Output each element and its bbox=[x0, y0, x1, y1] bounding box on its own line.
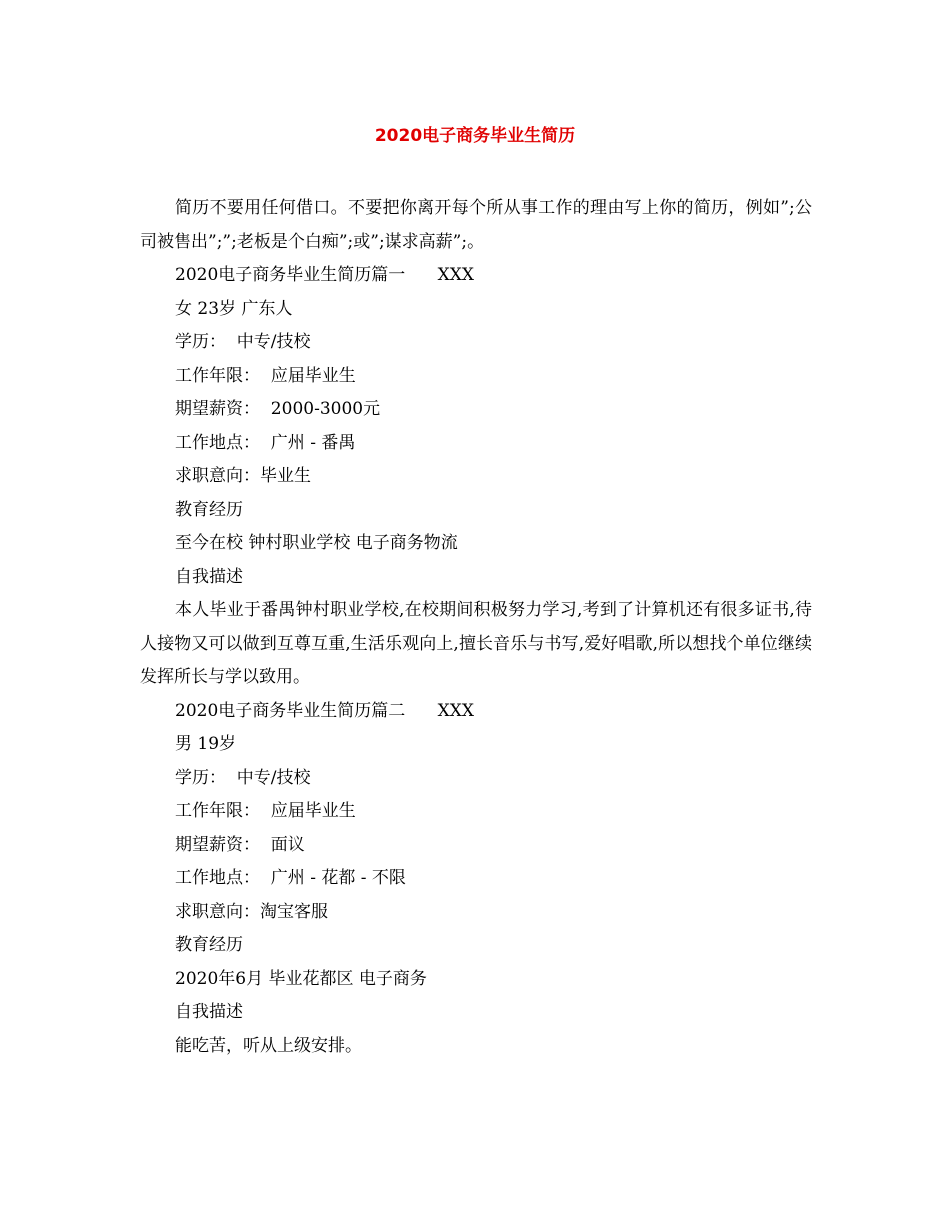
resume1-work-years: 工作年限： 应届毕业生 bbox=[175, 365, 356, 386]
resume1-basic-info: 女 23岁 广东人 bbox=[175, 298, 293, 319]
resume2-heading: 2020电子商务毕业生简历篇二 XXX bbox=[175, 700, 474, 721]
resume2-job-intention: 求职意向：淘宝客服 bbox=[175, 901, 328, 922]
document-title: 2020电子商务毕业生简历 bbox=[374, 126, 576, 146]
resume1-expected-salary: 期望薪资： 2000-3000元 bbox=[175, 399, 381, 419]
resume2-basic-info: 男 19岁 bbox=[175, 734, 237, 754]
resume2-self-description: 能吃苦，听从上级安排。 bbox=[175, 1035, 362, 1056]
resume1-education-level: 学历： 中专/技校 bbox=[175, 332, 311, 352]
resume2-work-years: 工作年限： 应届毕业生 bbox=[175, 801, 356, 821]
resume1-work-location: 工作地点： 广州 - 番禺 bbox=[175, 432, 356, 453]
resume1-self-heading: 自我描述 bbox=[175, 566, 243, 587]
resume1-job-intention: 求职意向：毕业生 bbox=[175, 466, 311, 486]
resume2-education-detail: 2020年6月 毕业花都区 电子商务 bbox=[175, 968, 427, 989]
resume2-education-heading: 教育经历 bbox=[175, 935, 243, 955]
resume2-education-level: 学历： 中专/技校 bbox=[175, 767, 311, 788]
resume2-work-location: 工作地点： 广州 - 花都 - 不限 bbox=[175, 868, 406, 888]
intro-paragraph: 简历不要用任何借口。不要把你离开每个所从事工作的理由写上你的简历，例如”;公司被售出”;”;老板是个白痴”;或”;谋求高薪”;。 bbox=[140, 198, 812, 252]
resume1-education-heading: 教育经历 bbox=[175, 499, 243, 520]
resume1-education-detail: 至今在校 钟村职业学校 电子商务物流 bbox=[175, 533, 458, 553]
resume1-self-description: 本人毕业于番禺钟村职业学校,在校期间积极努力学习,考到了计算机还有很多证书,待人接物又可以做到互尊互重,生活乐观向上,擅长音乐与书写,爱好唱歌,所以想找个单位继续发挥所长与学以致用。 bbox=[140, 600, 812, 687]
document-body bbox=[140, 192, 812, 1063]
resume2-expected-salary: 期望薪资： 面议 bbox=[175, 834, 305, 855]
resume2-self-heading: 自我描述 bbox=[175, 1002, 243, 1022]
resume1-heading: 2020电子商务毕业生简历篇一 XXX bbox=[175, 265, 474, 285]
